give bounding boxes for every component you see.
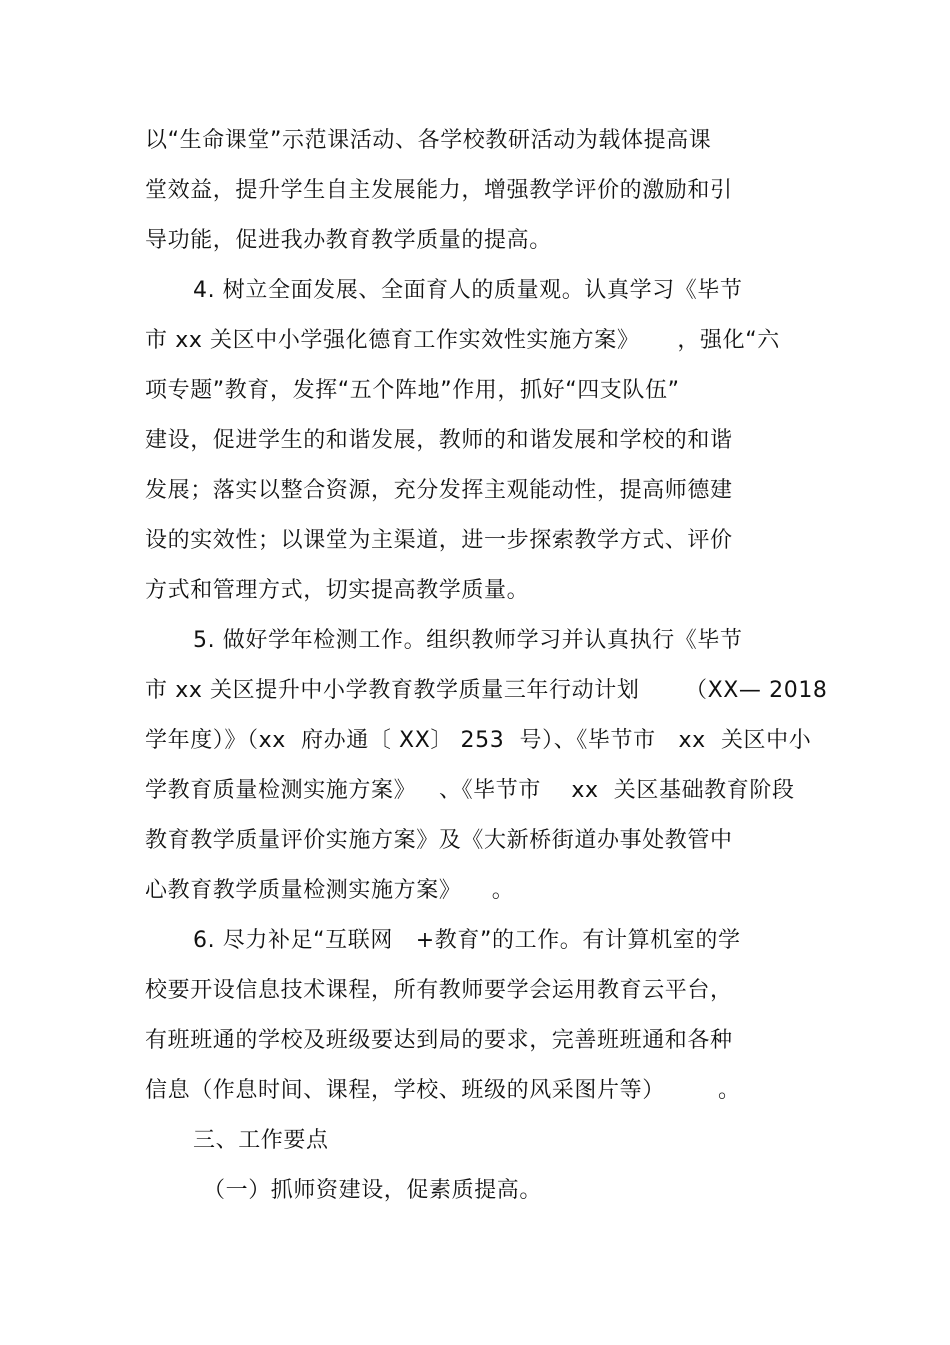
paragraph-heading-5: 5. 做好学年检测工作。组织教师学习并认真执行《毕节 xyxy=(193,628,743,653)
text-line: 校要开设信息技术课程，所有教师要学会运用教育云平台， xyxy=(145,978,733,1003)
text-line: 建设，促进学生的和谐发展，教师的和谐发展和学校的和谐 xyxy=(145,428,733,453)
section-heading: 三、工作要点 xyxy=(193,1128,329,1153)
text-line: 项专题”教育，发挥“五个阵地”作用，抓好“四支队伍” xyxy=(145,378,680,403)
text-line: 有班班通的学校及班级要达到局的要求，完善班班通和各种 xyxy=(145,1028,733,1053)
text-line: 设的实效性；以课堂为主渠道，进一步探索教学方式、评价 xyxy=(145,528,733,553)
paragraph-heading-6: 6. 尽力补足“互联网 +教育”的工作。有计算机室的学 xyxy=(193,928,741,953)
subsection-heading: （一）抓师资建设，促素质提高。 xyxy=(203,1178,543,1203)
text-line: 以“生命课堂”示范课活动、各学校教研活动为载体提高课 xyxy=(145,128,712,153)
text-line: 学年度）》（xx 府办通〔 XX〕 253 号）、《毕节市 xx 关区中小 xyxy=(145,728,812,753)
text-line: 学教育质量检测实施方案》 、《毕节市 xx 关区基础教育阶段 xyxy=(145,778,795,803)
text-line: 心教育教学质量检测实施方案》 。 xyxy=(145,878,515,903)
text-line: 发展；落实以整合资源，充分发挥主观能动性，提高师德建 xyxy=(145,478,733,503)
text-line: 导功能，促进我办教育教学质量的提高。 xyxy=(145,228,552,253)
text-line: 教育教学质量评价实施方案》及《大新桥街道办事处教管中 xyxy=(145,828,733,853)
text-line: 方式和管理方式，切实提高教学质量。 xyxy=(145,578,530,603)
paragraph-heading-4: 4. 树立全面发展、全面育人的质量观。认真学习《毕节 xyxy=(193,278,743,303)
text-line: 市 xx 关区提升中小学教育教学质量三年行动计划 （XX— 2018 xyxy=(145,678,828,703)
text-line: 信息（作息时间、课程，学校、班级的风采图片等） 。 xyxy=(145,1078,741,1103)
text-line: 市 xx 关区中小学强化德育工作实效性实施方案》 ，强化“六 xyxy=(145,328,780,353)
text-line: 堂效益，提升学生自主发展能力，增强教学评价的激励和引 xyxy=(145,178,733,203)
